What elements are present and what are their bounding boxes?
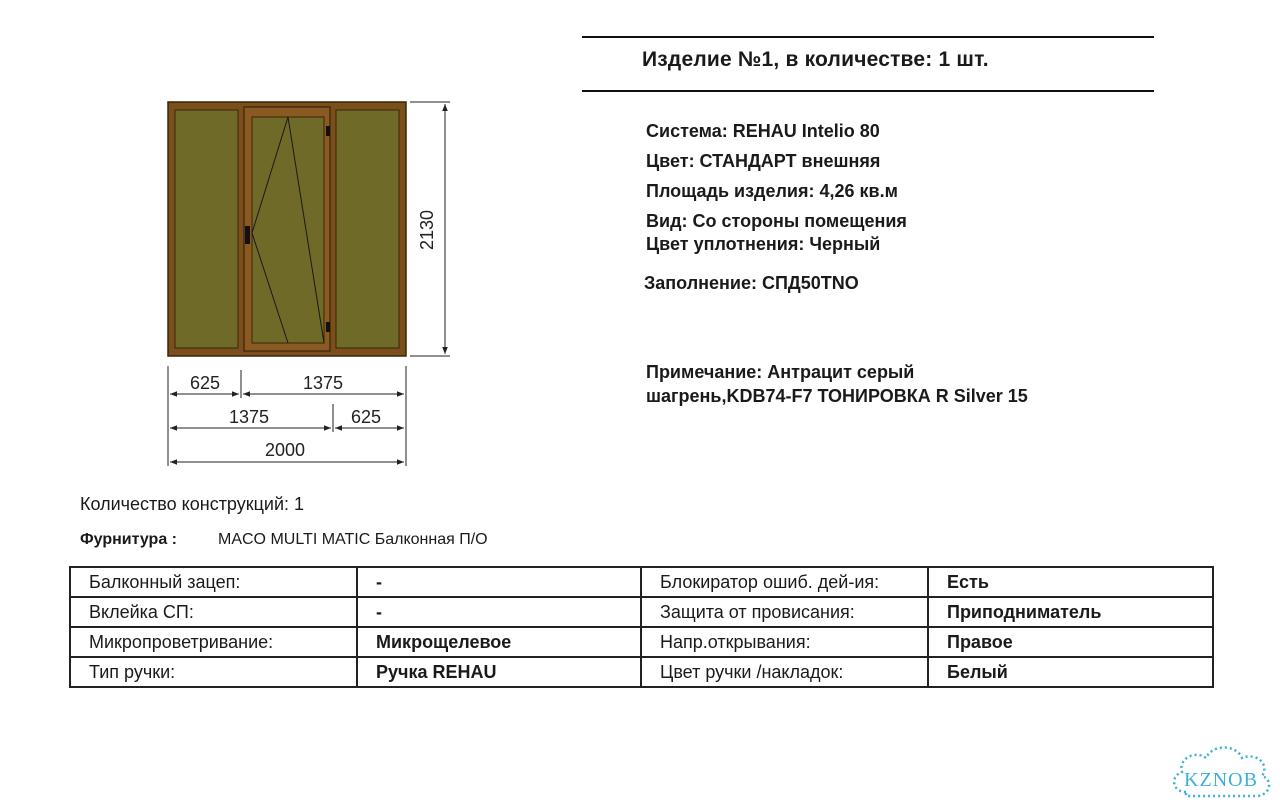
prop-value: Ручка REHAU — [357, 657, 641, 687]
spec-seal-color: Цвет уплотнения: Черный — [646, 234, 881, 254]
construction-quantity: Количество конструкций: 1 — [80, 494, 305, 514]
prop-value: - — [357, 567, 641, 597]
dim-row1-right-label: 1375 — [302, 373, 344, 393]
spec-note-line2: шагрень,KDB74-F7 ТОНИРОВКА R Silver 15 — [646, 386, 1028, 406]
hinge-top — [326, 126, 330, 136]
table-row — [70, 597, 1213, 627]
spec-color: Цвет: СТАНДАРТ внешняя — [646, 151, 881, 171]
prop-key: Защита от провисания: — [641, 597, 928, 627]
prop-value: Белый — [928, 657, 1213, 687]
dim-row1-left-label: 625 — [189, 373, 221, 393]
door-handle — [245, 226, 250, 244]
spec-filling: Заполнение: СПД50TNO — [644, 273, 859, 293]
prop-value: - — [357, 597, 641, 627]
watermark-logo — [1166, 740, 1276, 810]
prop-value: Микрощелевое — [357, 627, 641, 657]
watermark-text: KZNOB — [1184, 769, 1258, 791]
height-label: 2130 — [417, 209, 437, 251]
door-glass-panel — [252, 117, 324, 343]
spec-system: Система: REHAU Intelio 80 — [646, 121, 880, 141]
left-glass-panel — [175, 110, 238, 348]
product-title: Изделие №1, в количестве: 1 шт. — [642, 48, 989, 71]
spec-view: Вид: Со стороны помещения — [646, 211, 907, 231]
table-row — [70, 657, 1213, 687]
prop-value: Приподниматель — [928, 597, 1213, 627]
table-row — [70, 627, 1213, 657]
window-drawing — [0, 0, 470, 480]
product-title-block — [582, 36, 1154, 92]
prop-key: Вклейка СП: — [70, 597, 357, 627]
prop-key: Микропроветривание: — [70, 627, 357, 657]
prop-key: Балконный зацеп: — [70, 567, 357, 597]
prop-value: Правое — [928, 627, 1213, 657]
dim-row2-left-label: 1375 — [228, 407, 270, 427]
hinge-bottom — [326, 322, 330, 332]
properties-table — [69, 566, 1214, 688]
hardware-label: Фурнитура : — [80, 531, 177, 548]
hardware-value: MACO MULTI MATIC Балконная П/О — [218, 531, 488, 548]
prop-key: Блокиратор ошиб. дей-ия: — [641, 567, 928, 597]
table-row — [70, 567, 1213, 597]
prop-value: Есть — [928, 567, 1213, 597]
right-glass-panel — [336, 110, 399, 348]
prop-key: Цвет ручки /накладок: — [641, 657, 928, 687]
prop-key: Напр.открывания: — [641, 627, 928, 657]
dim-total-label: 2000 — [264, 440, 306, 460]
prop-key: Тип ручки: — [70, 657, 357, 687]
spec-note-line1: Примечание: Антрацит серый — [646, 362, 915, 382]
spec-area: Площадь изделия: 4,26 кв.м — [646, 181, 898, 201]
dim-row2-right-label: 625 — [350, 407, 382, 427]
